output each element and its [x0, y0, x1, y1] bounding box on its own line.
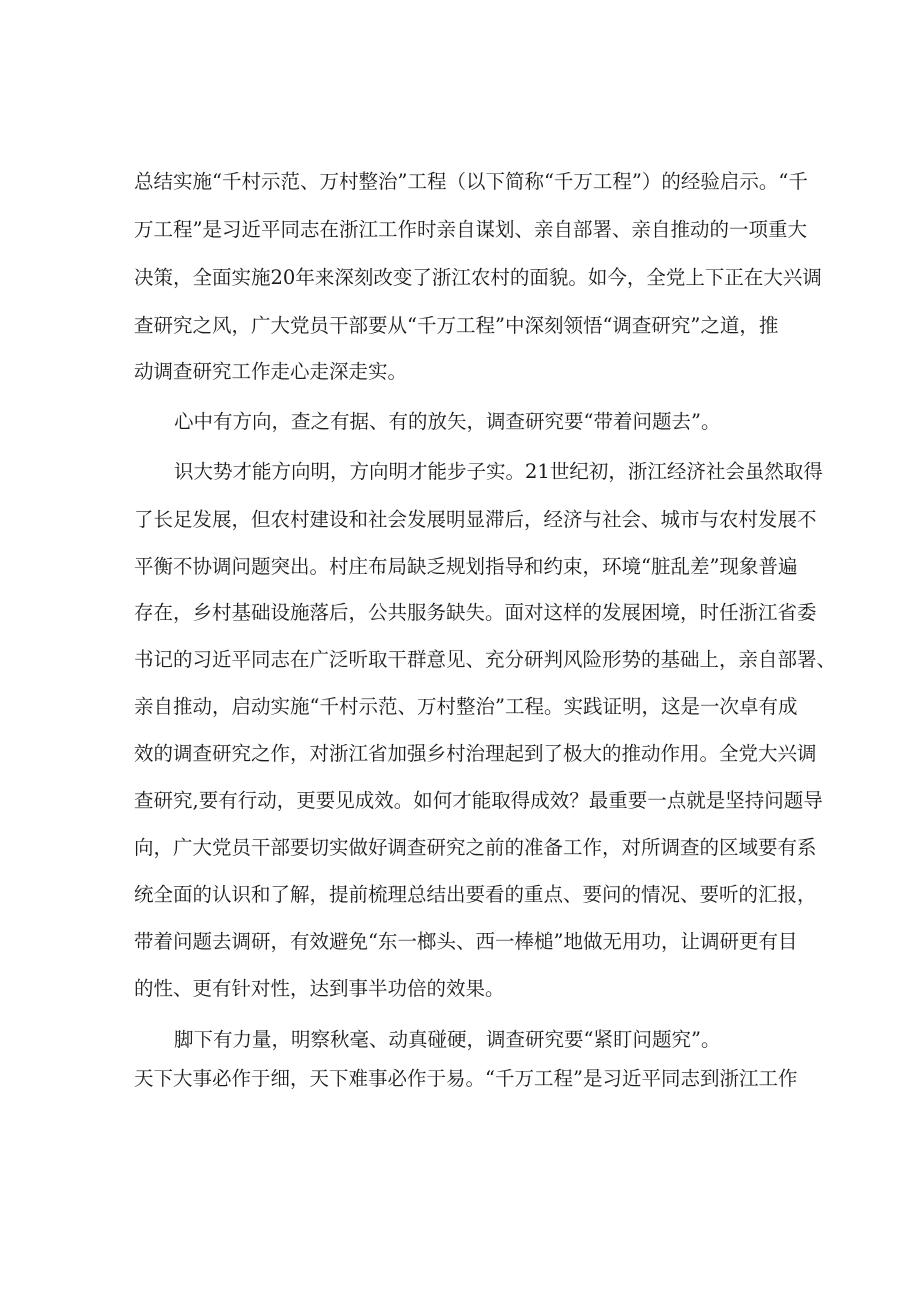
- text-line: 了长足发展，但农村建设和社会发展明显滞后，经济与社会、城市与农村发展不: [134, 508, 817, 531]
- section-heading: 心中有方向，查之有据、有的放矢，调查研究要“带着问题去”。: [174, 410, 721, 433]
- section-heading: 脚下有力量，明察秋毫、动真碰硬，调查研究要“紧盯问题究”。: [174, 1028, 721, 1051]
- text-line: 识大势才能方向明，方向明才能步子实。21世纪初，浙江经济社会虽然取得: [174, 460, 823, 483]
- text-line: 向，广大党员干部要切实做好调查研究之前的准备工作，对所调查的区域要有系: [134, 836, 817, 859]
- text-line: 查研究,要有行动，更要见成效。如何才能取得成效？最重要一点就是坚持问题导: [134, 789, 823, 812]
- text-line: 总结实施“千村示范、万村整治”工程（以下简称“千万工程”）的经验启示。“千: [134, 170, 808, 193]
- text-line: 天下大事必作于细，天下难事必作于易。“千万工程”是习近平同志到浙江工作: [134, 1067, 798, 1090]
- text-line: 决策，全面实施20年来深刻改变了浙江农村的面貌。如今，全党上下正在大兴调: [134, 266, 822, 289]
- text-line: 带着问题去调研，有效避免“东一榔头、西一棒槌”地做无用功，让调研更有目: [134, 930, 798, 953]
- text-line: 亲自推动，启动实施“千村示范、万村整治”工程。实践证明，这是一次卓有成: [134, 695, 798, 718]
- text-line: 存在，乡村基础设施落后，公共服务缺失。面对这样的发展困境，时任浙江省委: [134, 601, 817, 624]
- text-line: 万工程”是习近平同志在浙江工作时亲自谋划、亲自部署、亲自推动的一项重大: [134, 218, 807, 241]
- text-line: 统全面的认识和了解，提前梳理总结出要看的重点、要问的情况、要听的汇报，: [134, 883, 817, 906]
- text-line: 书记的习近平同志在广泛听取干群意见、充分研判风险形势的基础上，亲自部署、: [134, 648, 837, 671]
- text-line: 平衡不协调问题突出。村庄布局缺乏规划指导和约束，环境“脏乱差”现象普遍: [134, 555, 798, 578]
- text-line: 效的调查研究之作，对浙江省加强乡村治理起到了极大的推动作用。全党大兴调: [134, 742, 817, 765]
- text-line: 查研究之风，广大党员干部要从“千万工程”中深刻领悟“调查研究”之道，推: [134, 314, 779, 337]
- text-line: 的性、更有针对性，达到事半功倍的效果。: [134, 977, 505, 1000]
- text-line: 动调查研究工作走心走深走实。: [134, 360, 408, 383]
